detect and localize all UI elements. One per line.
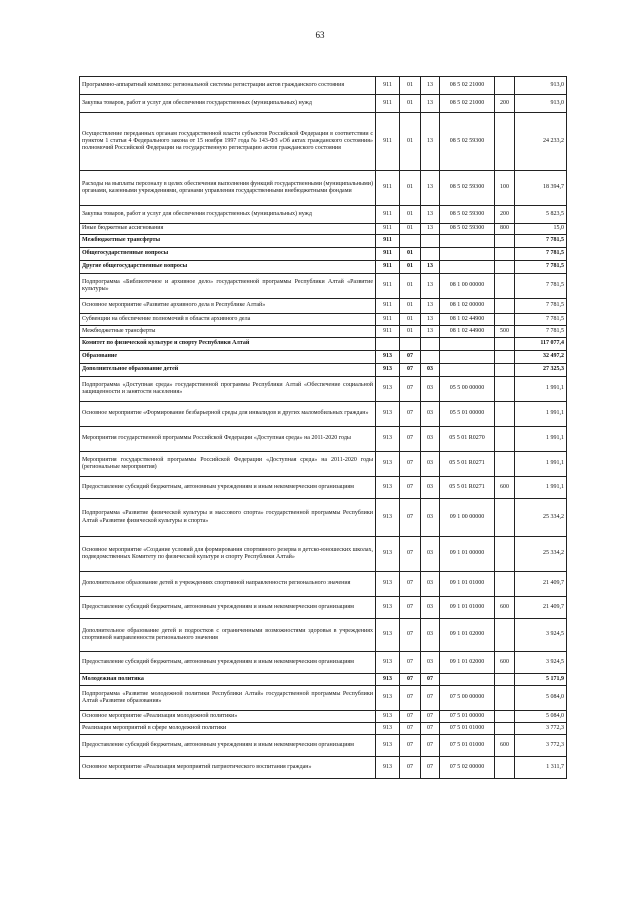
expense-name-cell: Мероприятия государственной программы Российской Федерации «Доступная среда» на 2011-2020 годы (региональные мероприятия): [80, 452, 376, 477]
table-row: [80, 351, 567, 364]
section-code-cell: 01: [400, 248, 421, 261]
table-row: [80, 274, 567, 299]
amount-cell: 1 991,1: [515, 477, 567, 499]
subsection-code-cell: 13: [421, 299, 440, 314]
section-code-cell: 01: [400, 299, 421, 314]
subsection-code-cell: 03: [421, 377, 440, 402]
table-row: [80, 377, 567, 402]
admin-code-cell: 911: [376, 326, 400, 338]
section-code-cell: 01: [400, 274, 421, 299]
expense-name-cell: Предоставление субсидий бюджетным, автономным учреждениям и иным некоммерческим организациям: [80, 735, 376, 757]
amount-cell: 3 924,5: [515, 652, 567, 674]
expense-name-cell: Подпрограмма «Доступная среда» государственной программы Республики Алтай «Обеспечение социальной защищенности и занятости населения»: [80, 377, 376, 402]
section-code-cell: 07: [400, 377, 421, 402]
expense-type-code-cell: [495, 723, 515, 735]
target-item-code-cell: 09 1 01 02000: [440, 619, 495, 652]
expense-type-code-cell: [495, 402, 515, 427]
expense-name-cell: Подпрограмма «Развитие молодежной политики Республики Алтай» государственной программы Республики Алтай «Развитие образования»: [80, 686, 376, 711]
subsection-code-cell: 07: [421, 674, 440, 686]
table-row: [80, 735, 567, 757]
target-item-code-cell: 08 5 02 59300: [440, 224, 495, 235]
amount-cell: 3 772,3: [515, 723, 567, 735]
target-item-code-cell: 08 1 00 00000: [440, 274, 495, 299]
table-row: [80, 572, 567, 597]
admin-code-cell: 913: [376, 351, 400, 364]
subsection-code-cell: [421, 248, 440, 261]
subsection-code-cell: 03: [421, 427, 440, 452]
admin-code-cell: 913: [376, 477, 400, 499]
page-number: 63: [315, 30, 325, 40]
target-item-code-cell: 08 5 02 21000: [440, 77, 495, 95]
table-row: [80, 711, 567, 723]
expense-type-code-cell: [495, 338, 515, 351]
expense-type-code-cell: [495, 427, 515, 452]
expense-type-code-cell: [495, 248, 515, 261]
section-code-cell: 07: [400, 711, 421, 723]
amount-cell: 5 084,0: [515, 711, 567, 723]
target-item-code-cell: [440, 674, 495, 686]
table-row: [80, 452, 567, 477]
admin-code-cell: 913: [376, 364, 400, 377]
expense-name-cell: Осуществление переданных органам государственной власти субъектов Российской Федерации в соответствии с пунктом 1 статьи 4 Федерального закона от 15 ноября 1997 года № 143-ФЗ «Об актах гражданского состояния» полномочий Российской Федерации на государственную регистрацию актов гражданского состояния: [80, 113, 376, 171]
section-code-cell: [400, 235, 421, 248]
table-row: [80, 537, 567, 572]
table-row: [80, 224, 567, 235]
expense-type-code-cell: [495, 619, 515, 652]
expense-type-code-cell: [495, 537, 515, 572]
subsection-code-cell: 03: [421, 499, 440, 537]
table-row: [80, 77, 567, 95]
expense-name-cell: Образование: [80, 351, 376, 364]
target-item-code-cell: 08 5 02 59300: [440, 171, 495, 206]
expense-name-cell: Основное мероприятие «Развитие архивного дела в Республике Алтай»: [80, 299, 376, 314]
subsection-code-cell: 13: [421, 261, 440, 274]
amount-cell: 5 084,0: [515, 686, 567, 711]
amount-cell: 18 394,7: [515, 171, 567, 206]
amount-cell: 7 781,5: [515, 274, 567, 299]
section-code-cell: 07: [400, 674, 421, 686]
subsection-code-cell: 03: [421, 452, 440, 477]
amount-cell: 7 781,5: [515, 235, 567, 248]
table-row: [80, 248, 567, 261]
admin-code-cell: 913: [376, 537, 400, 572]
target-item-code-cell: 08 1 02 00000: [440, 299, 495, 314]
subsection-code-cell: 03: [421, 572, 440, 597]
target-item-code-cell: 09 1 01 01000: [440, 572, 495, 597]
expense-type-code-cell: [495, 711, 515, 723]
expense-name-cell: Дополнительное образование детей в учреждениях спортивной направленности регионального значения: [80, 572, 376, 597]
section-code-cell: 07: [400, 499, 421, 537]
target-item-code-cell: [440, 248, 495, 261]
table-row: [80, 95, 567, 113]
expense-name-cell: Закупка товаров, работ и услуг для обеспечения государственных (муниципальных) нужд: [80, 206, 376, 224]
table-row: [80, 314, 567, 326]
admin-code-cell: 913: [376, 377, 400, 402]
target-item-code-cell: 07 5 01 00000: [440, 711, 495, 723]
table-row: [80, 652, 567, 674]
table-row: [80, 723, 567, 735]
subsection-code-cell: 03: [421, 364, 440, 377]
subsection-code-cell: 13: [421, 95, 440, 113]
target-item-code-cell: 08 5 02 59300: [440, 113, 495, 171]
expense-name-cell: Дополнительное образование детей: [80, 364, 376, 377]
section-code-cell: 01: [400, 261, 421, 274]
section-code-cell: 07: [400, 619, 421, 652]
expense-type-code-cell: [495, 757, 515, 779]
table-row: [80, 235, 567, 248]
section-code-cell: 07: [400, 402, 421, 427]
expense-type-code-cell: [495, 377, 515, 402]
section-code-cell: 01: [400, 77, 421, 95]
subsection-code-cell: [421, 351, 440, 364]
admin-code-cell: 911: [376, 299, 400, 314]
expense-name-cell: Предоставление субсидий бюджетным, автономным учреждениям и иным некоммерческим организациям: [80, 477, 376, 499]
target-item-code-cell: 05 5 00 00000: [440, 377, 495, 402]
section-code-cell: 07: [400, 757, 421, 779]
target-item-code-cell: 09 1 00 00000: [440, 499, 495, 537]
admin-code-cell: 913: [376, 674, 400, 686]
table-row: [80, 477, 567, 499]
admin-code-cell: 911: [376, 113, 400, 171]
section-code-cell: 01: [400, 206, 421, 224]
section-code-cell: 01: [400, 224, 421, 235]
target-item-code-cell: [440, 338, 495, 351]
expense-type-code-cell: 600: [495, 477, 515, 499]
admin-code-cell: 913: [376, 723, 400, 735]
subsection-code-cell: 07: [421, 711, 440, 723]
target-item-code-cell: 05 5 01 R0271: [440, 477, 495, 499]
section-code-cell: 01: [400, 171, 421, 206]
subsection-code-cell: 13: [421, 224, 440, 235]
section-code-cell: 07: [400, 537, 421, 572]
amount-cell: 913,0: [515, 95, 567, 113]
admin-code-cell: 913: [376, 402, 400, 427]
amount-cell: 1 991,1: [515, 377, 567, 402]
section-code-cell: 01: [400, 314, 421, 326]
expense-type-code-cell: [495, 452, 515, 477]
table-row: [80, 619, 567, 652]
table-row: [80, 206, 567, 224]
amount-cell: 25 334,2: [515, 499, 567, 537]
admin-code-cell: 913: [376, 757, 400, 779]
section-code-cell: 01: [400, 95, 421, 113]
amount-cell: 117 077,4: [515, 338, 567, 351]
expense-type-code-cell: 500: [495, 326, 515, 338]
amount-cell: 1 991,1: [515, 427, 567, 452]
amount-cell: 25 334,2: [515, 537, 567, 572]
expense-name-cell: Основное мероприятие «Реализация мероприятий патриотического воспитания граждан»: [80, 757, 376, 779]
table-row: [80, 427, 567, 452]
section-code-cell: 01: [400, 113, 421, 171]
target-item-code-cell: [440, 261, 495, 274]
expense-type-code-cell: [495, 77, 515, 95]
expense-name-cell: Межбюджетные трансферты: [80, 326, 376, 338]
expense-name-cell: Межбюджетные трансферты: [80, 235, 376, 248]
expense-type-code-cell: 600: [495, 735, 515, 757]
amount-cell: 1 991,1: [515, 402, 567, 427]
amount-cell: 7 781,5: [515, 248, 567, 261]
section-code-cell: 07: [400, 652, 421, 674]
subsection-code-cell: 07: [421, 757, 440, 779]
section-code-cell: 07: [400, 452, 421, 477]
amount-cell: 7 781,5: [515, 299, 567, 314]
amount-cell: 3 924,5: [515, 619, 567, 652]
subsection-code-cell: 07: [421, 723, 440, 735]
subsection-code-cell: [421, 338, 440, 351]
expense-type-code-cell: 200: [495, 95, 515, 113]
table-row: [80, 326, 567, 338]
expense-type-code-cell: 100: [495, 171, 515, 206]
amount-cell: 913,0: [515, 77, 567, 95]
subsection-code-cell: 13: [421, 171, 440, 206]
admin-code-cell: 911: [376, 95, 400, 113]
section-code-cell: 07: [400, 427, 421, 452]
section-code-cell: 01: [400, 326, 421, 338]
admin-code-cell: 911: [376, 77, 400, 95]
budget-table: [79, 76, 567, 779]
amount-cell: 3 772,3: [515, 735, 567, 757]
amount-cell: 1 311,7: [515, 757, 567, 779]
expense-type-code-cell: [495, 364, 515, 377]
target-item-code-cell: 08 5 02 59300: [440, 206, 495, 224]
expense-name-cell: Мероприятия государственной программы Российской Федерации «Доступная среда» на 2011-2020 годы: [80, 427, 376, 452]
table-row: [80, 171, 567, 206]
subsection-code-cell: 13: [421, 274, 440, 299]
target-item-code-cell: 09 1 01 01000: [440, 597, 495, 619]
expense-type-code-cell: 600: [495, 652, 515, 674]
expense-type-code-cell: [495, 314, 515, 326]
table-row: [80, 113, 567, 171]
admin-code-cell: 913: [376, 652, 400, 674]
table-row: [80, 364, 567, 377]
section-code-cell: 07: [400, 572, 421, 597]
expense-type-code-cell: 600: [495, 597, 515, 619]
expense-type-code-cell: 800: [495, 224, 515, 235]
admin-code-cell: 911: [376, 274, 400, 299]
amount-cell: 32 497,2: [515, 351, 567, 364]
target-item-code-cell: 07 5 01 01000: [440, 723, 495, 735]
admin-code-cell: 911: [376, 224, 400, 235]
table-row: [80, 299, 567, 314]
expense-name-cell: Основное мероприятие «Создание условий для формирования спортивного резерва в детско-юношеских школах, подведомственных Комитету по физической культуре и спорту Республики Алтай»: [80, 537, 376, 572]
table-row: [80, 674, 567, 686]
table-row: [80, 757, 567, 779]
admin-code-cell: 913: [376, 427, 400, 452]
target-item-code-cell: [440, 235, 495, 248]
subsection-code-cell: [421, 235, 440, 248]
expense-name-cell: Основное мероприятие «Формирование безбарьерной среды для инвалидов и других маломобильных граждан»: [80, 402, 376, 427]
expense-type-code-cell: [495, 499, 515, 537]
target-item-code-cell: 05 5 01 R0270: [440, 427, 495, 452]
expense-type-code-cell: [495, 261, 515, 274]
expense-type-code-cell: [495, 274, 515, 299]
subsection-code-cell: 03: [421, 537, 440, 572]
target-item-code-cell: [440, 351, 495, 364]
expense-type-code-cell: [495, 686, 515, 711]
section-code-cell: [400, 338, 421, 351]
amount-cell: 15,0: [515, 224, 567, 235]
expense-name-cell: Подпрограмма «Развитие физической культуры и массового спорта» государственной программы Республики Алтай «Развитие физической культуры и спорта»: [80, 499, 376, 537]
expense-name-cell: Другие общегосударственные вопросы: [80, 261, 376, 274]
expense-name-cell: Основное мероприятие «Реализация молодежной политики»: [80, 711, 376, 723]
subsection-code-cell: 03: [421, 619, 440, 652]
expense-name-cell: Комитет по физической культуре и спорту Республики Алтай: [80, 338, 376, 351]
expense-type-code-cell: [495, 235, 515, 248]
amount-cell: 21 409,7: [515, 597, 567, 619]
subsection-code-cell: 13: [421, 314, 440, 326]
admin-code-cell: 913: [376, 499, 400, 537]
expense-type-code-cell: [495, 299, 515, 314]
expense-type-code-cell: [495, 113, 515, 171]
section-code-cell: 07: [400, 477, 421, 499]
expense-name-cell: Молодежная политика: [80, 674, 376, 686]
admin-code-cell: 911: [376, 171, 400, 206]
target-item-code-cell: 07 5 00 00000: [440, 686, 495, 711]
admin-code-cell: 913: [376, 452, 400, 477]
expense-name-cell: Закупка товаров, работ и услуг для обеспечения государственных (муниципальных) нужд: [80, 95, 376, 113]
amount-cell: 27 325,3: [515, 364, 567, 377]
admin-code-cell: 911: [376, 314, 400, 326]
amount-cell: 1 991,1: [515, 452, 567, 477]
amount-cell: 7 781,5: [515, 314, 567, 326]
expense-type-code-cell: 200: [495, 206, 515, 224]
subsection-code-cell: 03: [421, 477, 440, 499]
subsection-code-cell: 03: [421, 402, 440, 427]
admin-code-cell: 913: [376, 735, 400, 757]
amount-cell: 7 781,5: [515, 326, 567, 338]
expense-name-cell: Субвенции на обеспечение полномочий в области архивного дела: [80, 314, 376, 326]
target-item-code-cell: 08 5 02 21000: [440, 95, 495, 113]
subsection-code-cell: 13: [421, 113, 440, 171]
subsection-code-cell: 07: [421, 686, 440, 711]
section-code-cell: 07: [400, 723, 421, 735]
admin-code-cell: 911: [376, 206, 400, 224]
section-code-cell: 07: [400, 735, 421, 757]
expense-name-cell: Дополнительное образование детей и подростков с ограниченными возможностями здоровья в учреждениях спортивной направленности регионального значения: [80, 619, 376, 652]
target-item-code-cell: 05 5 01 R0271: [440, 452, 495, 477]
budget-table-body: [80, 77, 567, 779]
expense-name-cell: Расходы на выплаты персоналу в целях обеспечения выполнения функций государственными (муниципальными) органами, казенными учреждениями, органами управления государственными внебюджетными фондами: [80, 171, 376, 206]
admin-code-cell: 911: [376, 248, 400, 261]
expense-name-cell: Иные бюджетные ассигнования: [80, 224, 376, 235]
subsection-code-cell: 03: [421, 597, 440, 619]
target-item-code-cell: 09 1 01 02000: [440, 652, 495, 674]
target-item-code-cell: 07 5 01 01000: [440, 735, 495, 757]
expense-name-cell: Общегосударственные вопросы: [80, 248, 376, 261]
admin-code-cell: 913: [376, 711, 400, 723]
subsection-code-cell: 13: [421, 206, 440, 224]
expense-name-cell: Предоставление субсидий бюджетным, автономным учреждениям и иным некоммерческим организациям: [80, 597, 376, 619]
target-item-code-cell: 07 5 02 00000: [440, 757, 495, 779]
admin-code-cell: 913: [376, 597, 400, 619]
target-item-code-cell: [440, 364, 495, 377]
expense-type-code-cell: [495, 674, 515, 686]
table-row: [80, 402, 567, 427]
table-row: [80, 686, 567, 711]
table-row: [80, 597, 567, 619]
section-code-cell: 07: [400, 364, 421, 377]
admin-code-cell: 911: [376, 261, 400, 274]
amount-cell: 7 781,5: [515, 261, 567, 274]
table-row: [80, 338, 567, 351]
expense-type-code-cell: [495, 572, 515, 597]
admin-code-cell: 913: [376, 619, 400, 652]
subsection-code-cell: 13: [421, 326, 440, 338]
admin-code-cell: 913: [376, 572, 400, 597]
section-code-cell: 07: [400, 686, 421, 711]
admin-code-cell: [376, 338, 400, 351]
section-code-cell: 07: [400, 597, 421, 619]
amount-cell: 21 409,7: [515, 572, 567, 597]
expense-name-cell: Подпрограмма «Библиотечное и архивное дело» государственной программы Республики Алтай «Развитие культуры»: [80, 274, 376, 299]
admin-code-cell: 913: [376, 686, 400, 711]
table-row: [80, 499, 567, 537]
amount-cell: 24 233,2: [515, 113, 567, 171]
expense-type-code-cell: [495, 351, 515, 364]
expense-name-cell: Реализация мероприятий в сфере молодежной политики: [80, 723, 376, 735]
target-item-code-cell: 08 1 02 44900: [440, 326, 495, 338]
target-item-code-cell: 05 5 01 00000: [440, 402, 495, 427]
subsection-code-cell: 03: [421, 652, 440, 674]
expense-name-cell: Программно-аппаратный комплекс региональной системы регистрации актов гражданского состояния: [80, 77, 376, 95]
target-item-code-cell: 09 1 01 00000: [440, 537, 495, 572]
section-code-cell: 07: [400, 351, 421, 364]
table-row: [80, 261, 567, 274]
amount-cell: 5 823,5: [515, 206, 567, 224]
subsection-code-cell: 13: [421, 77, 440, 95]
expense-name-cell: Предоставление субсидий бюджетным, автономным учреждениям и иным некоммерческим организациям: [80, 652, 376, 674]
target-item-code-cell: 08 1 02 44900: [440, 314, 495, 326]
admin-code-cell: 911: [376, 235, 400, 248]
amount-cell: 5 171,9: [515, 674, 567, 686]
subsection-code-cell: 07: [421, 735, 440, 757]
